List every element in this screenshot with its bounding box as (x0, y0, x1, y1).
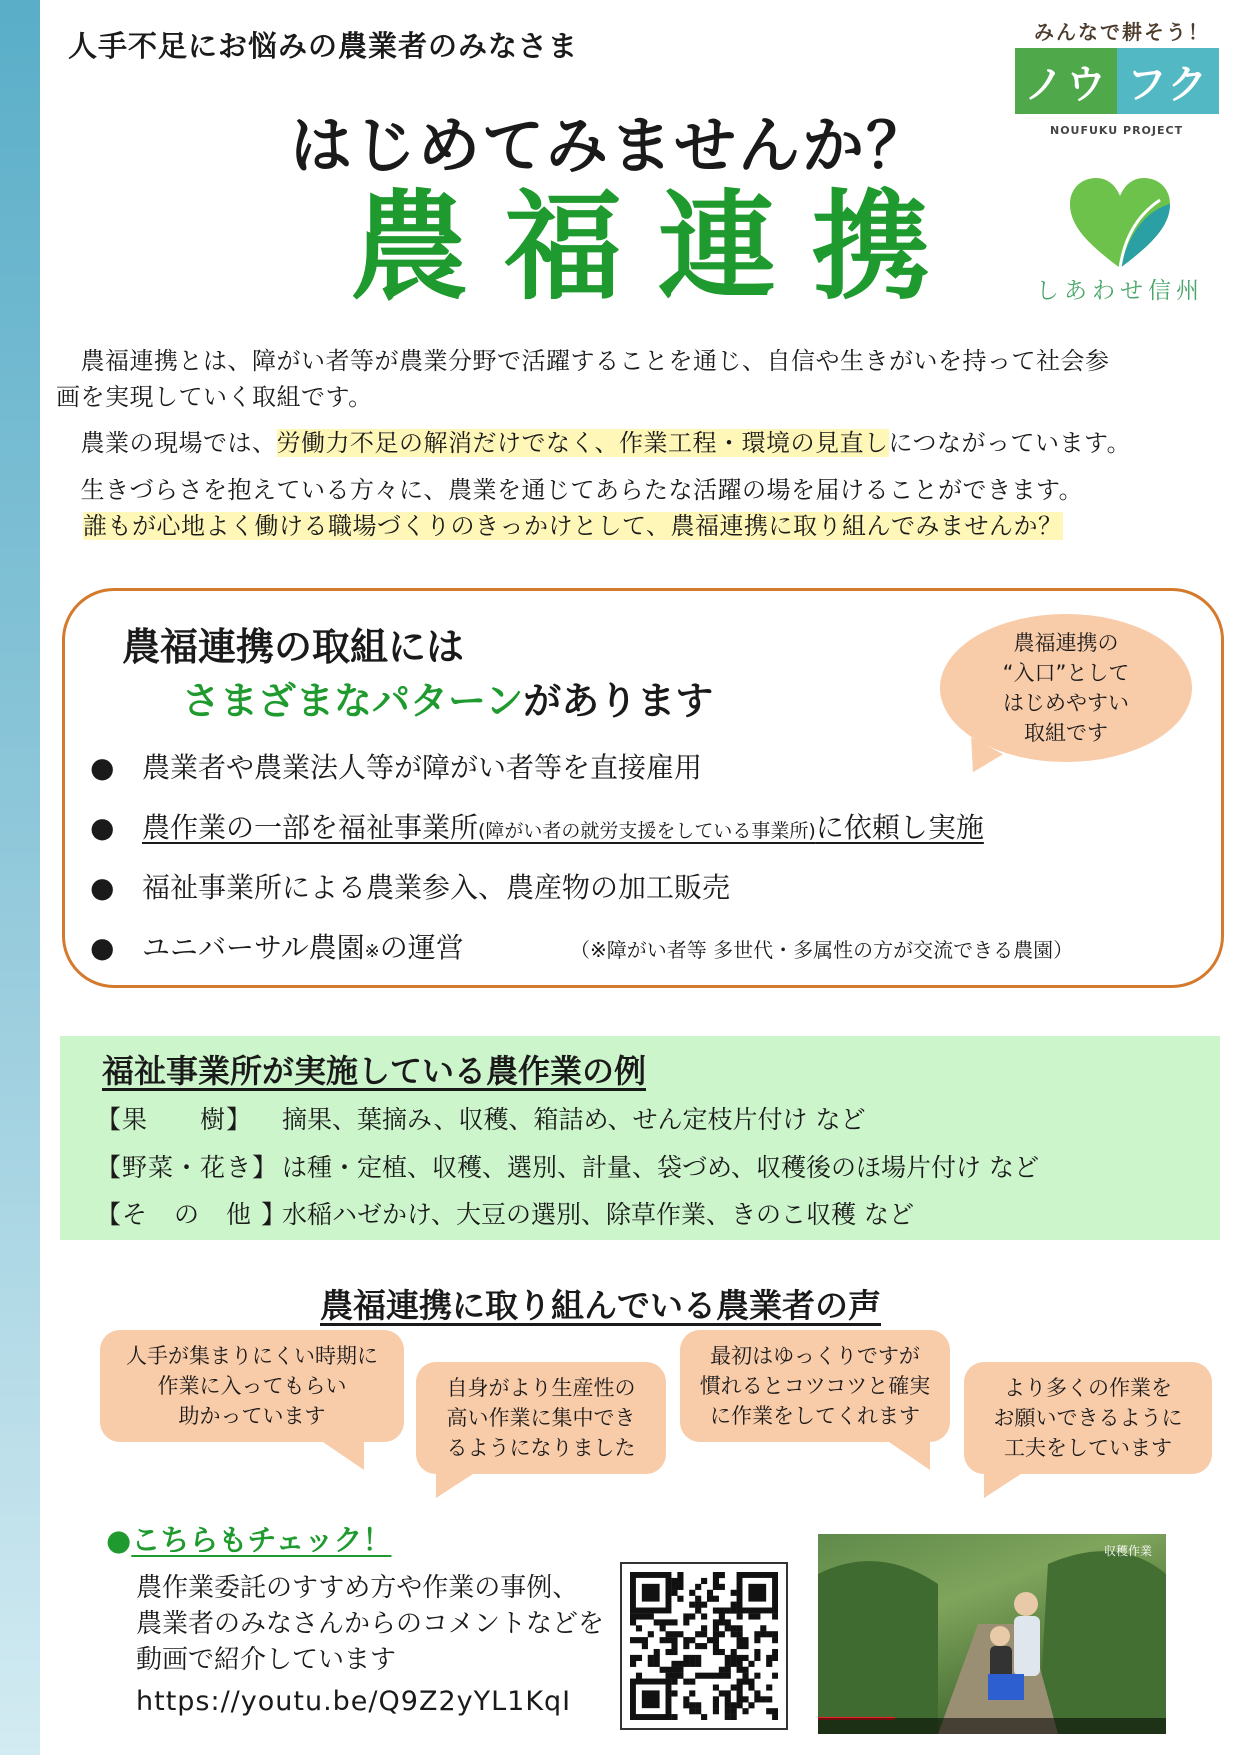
check-title-label: こちらもチェック！ (131, 1523, 392, 1557)
noufuku-logo (1015, 48, 1219, 114)
qr-code[interactable] (620, 1562, 788, 1730)
noufuku-logo-left: ノウ (1015, 48, 1117, 114)
shinshu-heart-icon (1068, 178, 1172, 270)
pattern-item-4-main: ユニバーサル農園 (142, 931, 365, 964)
voice-bubble-1 (100, 1330, 404, 1442)
video-url-link[interactable]: https://youtu.be/Q9Z2yYL1KqI (136, 1686, 572, 1717)
intro-paragraph-1 (56, 343, 1110, 415)
patterns-title-rest: があります (523, 679, 714, 723)
voices-title: 農福連携に取り組んでいる農業者の声 (320, 1286, 881, 1325)
pattern-item-4-sup: ※ (364, 941, 380, 962)
intro-p1-line1: 農福連携とは、障がい者等が農業分野で活躍することを通じ、自信や生きがいを持って社会参 (56, 347, 1110, 375)
check-line: 動画で紹介しています (136, 1645, 397, 1675)
voice-bubble-4 (964, 1362, 1212, 1474)
voice-line: 慣れるとコツコツと確実 (699, 1374, 931, 1398)
voice-line: 最初はゆっくりですが (710, 1344, 920, 1368)
voice-line: 人手が集まりにくい時期に (126, 1344, 378, 1368)
bubble-line: “入口”として (1002, 661, 1130, 685)
check-line: 農業者のみなさんからのコメントなどを (136, 1609, 605, 1639)
check-title (106, 1518, 391, 1559)
audience-line: 人手不足にお悩みの農業者のみなさま (68, 29, 579, 63)
noufuku-logo-sub: NOUFUKU PROJECT (1050, 124, 1184, 137)
patterns-title-2 (182, 670, 713, 725)
pattern-item-1 (90, 746, 702, 786)
voice-line: るようになりました (446, 1436, 636, 1460)
universal-farm-note: （※障がい者等 多世代・多属性の方が交流できる農園） (570, 938, 1074, 962)
pattern-item-text: 福祉事業所による農業参入、農産物の加工販売 (142, 871, 731, 904)
video-scene-image (818, 1534, 1166, 1734)
voice-line: 助かっています (178, 1404, 326, 1428)
noufuku-tagline: みんなで耕そう！ (1034, 20, 1210, 44)
voice-bubble-3 (680, 1330, 950, 1442)
voice-line: 高い作業に集中でき (446, 1406, 636, 1430)
voice-line: 工夫をしています (1004, 1436, 1172, 1460)
bubble-line: 農福連携の (1013, 631, 1119, 655)
check-description (136, 1570, 604, 1678)
crop-tasks: 摘果、葉摘み、収穫、箱詰め、せん定枝片付け など (282, 1105, 866, 1134)
intro-p2-post: につながっています。 (888, 429, 1132, 457)
bubble-line: 取組です (1023, 721, 1108, 745)
pattern-item-text: 農業者や農業法人等が障がい者等を直接雇用 (142, 751, 703, 784)
voice-line: 自身がより生産性の (446, 1376, 636, 1400)
pattern-item-2-end: に依頼し実施 (815, 811, 984, 844)
voice-bubble-3-tail (886, 1440, 930, 1470)
voice-bubble-4-tail (984, 1472, 1024, 1498)
crop-row (96, 1148, 1039, 1184)
intro-paragraph-3: 生きづらさを抱えている方々に、農業を通じてあらたな活躍の場を届けることができます。 (56, 476, 1084, 504)
intro-p4-highlight: 誰もが心地よく働ける職場づくりのきっかけとして、農福連携に取り組んでみませんか？ (83, 512, 1063, 540)
voice-line: 作業に入ってもらい (157, 1374, 347, 1398)
shinshu-logo-text: しあわせ信州 (1036, 278, 1204, 304)
check-bullet-icon: ● (106, 1523, 132, 1557)
bullet-icon: ● (90, 751, 115, 784)
pattern-item-3 (90, 866, 730, 906)
intro-p1-line2: 画を実現していく取組です。 (56, 383, 373, 411)
crop-tasks: 水稲ハゼかけ、大豆の選別、除草作業、きのこ収穫 など (282, 1200, 914, 1229)
hero-title: 農福連携 (350, 178, 967, 316)
pattern-item-2 (90, 806, 984, 846)
crop-row (96, 1100, 865, 1136)
video-label: 収穫作業 (1103, 1544, 1152, 1558)
patterns-title-1: 農福連携の取組には (122, 625, 465, 669)
check-line: 農作業委託のすすめ方や作業の事例、 (136, 1573, 579, 1603)
video-controls[interactable] (818, 1718, 1166, 1734)
side-accent-bar (0, 0, 40, 1755)
voice-line: お願いできるように (993, 1406, 1183, 1430)
entry-speech-bubble (940, 614, 1192, 762)
voice-line: より多くの作業を (1004, 1376, 1172, 1400)
voice-bubble-2-tail (436, 1472, 476, 1498)
pattern-item-4 (90, 926, 464, 966)
noufuku-logo-right: フク (1117, 48, 1219, 114)
crop-examples-title: 福祉事業所が実施している農作業の例 (102, 1052, 647, 1090)
intro-p2-pre: 農業の現場では、 (56, 429, 277, 457)
intro-paragraph-2 (56, 425, 1131, 461)
pattern-item-text (142, 806, 984, 846)
qr-code-icon (630, 1572, 778, 1720)
patterns-title-accent: さまざまなパターン (182, 679, 524, 723)
bullet-icon: ● (90, 811, 115, 844)
video-thumbnail[interactable] (818, 1534, 1166, 1734)
crop-category: 【野菜・花き】 (96, 1153, 279, 1182)
crop-tasks: は種・定植、収穫、選別、計量、袋づめ、収穫後のほ場片付け など (282, 1153, 1039, 1182)
pattern-item-2-note: (障がい者の就労支援をしている事業所) (478, 820, 816, 842)
crop-category: 【そ の 他 】 (96, 1200, 287, 1229)
pattern-item-2-main: 農作業の一部を福祉事業所 (142, 811, 479, 844)
voice-bubble-2 (416, 1362, 666, 1474)
voice-line: に作業をしてくれます (710, 1404, 920, 1428)
hero-question: はじめてみませんか？ (290, 109, 931, 182)
voice-bubble-1-tail (320, 1440, 364, 1470)
intro-paragraph-4 (83, 508, 1063, 544)
intro-p2-highlight: 労働力不足の解消だけでなく、作業工程・環境の見直し (276, 429, 889, 457)
crop-category: 【果 樹】 (96, 1105, 253, 1134)
bullet-icon: ● (90, 931, 115, 964)
pattern-item-4-end: の運営 (379, 931, 464, 964)
bubble-line: はじめやすい (1002, 691, 1129, 715)
crop-row (96, 1195, 914, 1231)
bullet-icon: ● (90, 871, 115, 904)
